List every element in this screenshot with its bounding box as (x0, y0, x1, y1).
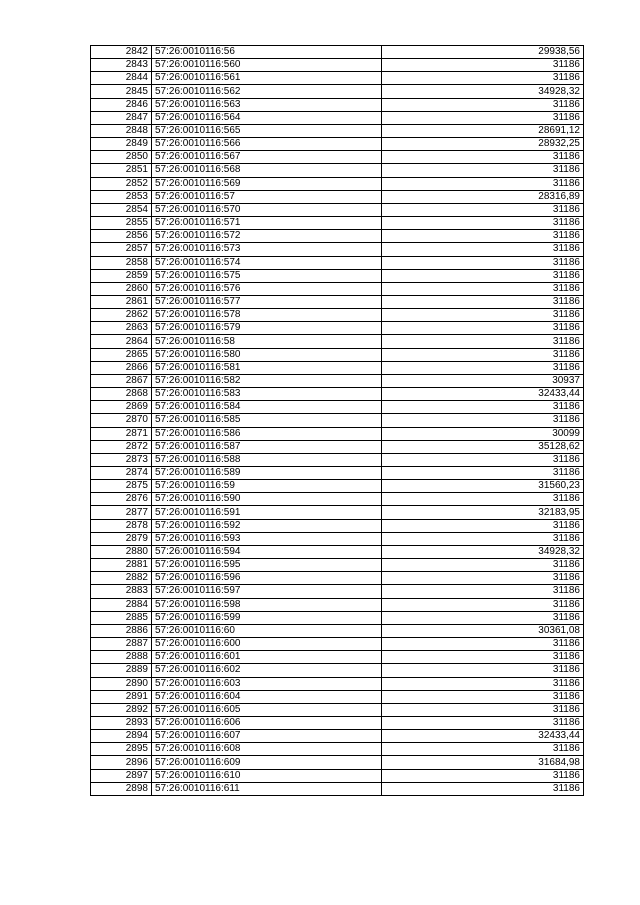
row-number-cell: 2874 (91, 467, 152, 480)
table-row (91, 98, 584, 111)
table-row (91, 756, 584, 769)
row-number-cell: 2870 (91, 414, 152, 427)
row-number-cell: 2846 (91, 98, 152, 111)
table-row (91, 295, 584, 308)
cadastral-value-cell: 31186 (382, 611, 584, 624)
cadastral-number-cell: 57:26:0010116:561 (152, 72, 382, 85)
row-number-cell: 2863 (91, 322, 152, 335)
table-row (91, 703, 584, 716)
row-number-cell: 2848 (91, 124, 152, 137)
cadastral-value-cell: 31186 (382, 716, 584, 729)
table-row (91, 164, 584, 177)
row-number-cell: 2857 (91, 243, 152, 256)
row-number-cell: 2867 (91, 374, 152, 387)
cadastral-value-cell: 31186 (382, 414, 584, 427)
table-row (91, 440, 584, 453)
row-number-cell: 2888 (91, 651, 152, 664)
cadastral-value-cell: 31186 (382, 598, 584, 611)
cadastral-number-cell: 57:26:0010116:58 (152, 335, 382, 348)
table-row (91, 782, 584, 795)
table-row (91, 769, 584, 782)
cadastral-value-cell: 31186 (382, 309, 584, 322)
cadastral-number-cell: 57:26:0010116:597 (152, 585, 382, 598)
cadastral-value-cell: 28691,12 (382, 124, 584, 137)
row-number-cell: 2894 (91, 730, 152, 743)
row-number-cell: 2890 (91, 677, 152, 690)
cadastral-value-cell: 31186 (382, 453, 584, 466)
row-number-cell: 2876 (91, 493, 152, 506)
table-row (91, 677, 584, 690)
table-row (91, 190, 584, 203)
table-row (91, 111, 584, 124)
table-row (91, 414, 584, 427)
cadastral-value-cell: 31186 (382, 585, 584, 598)
table-row (91, 690, 584, 703)
cadastral-number-cell: 57:26:0010116:56 (152, 46, 382, 59)
cadastral-value-cell: 30937 (382, 374, 584, 387)
cadastral-number-cell: 57:26:0010116:587 (152, 440, 382, 453)
cadastral-value-cell: 31186 (382, 230, 584, 243)
cadastral-value-cell: 32183,95 (382, 506, 584, 519)
table-row (91, 203, 584, 216)
cadastral-number-cell: 57:26:0010116:572 (152, 230, 382, 243)
table-row (91, 282, 584, 295)
cadastral-value-cell: 31560,23 (382, 480, 584, 493)
row-number-cell: 2853 (91, 190, 152, 203)
cadastral-value-cell: 31684,98 (382, 756, 584, 769)
cadastral-number-cell: 57:26:0010116:611 (152, 782, 382, 795)
cadastral-value-cell: 30361,08 (382, 624, 584, 637)
table-row (91, 322, 584, 335)
table-row (91, 217, 584, 230)
cadastral-value-cell: 31186 (382, 401, 584, 414)
cadastral-number-cell: 57:26:0010116:601 (152, 651, 382, 664)
cadastral-value-cell: 31186 (382, 177, 584, 190)
row-number-cell: 2859 (91, 269, 152, 282)
row-number-cell: 2879 (91, 532, 152, 545)
cadastral-number-cell: 57:26:0010116:59 (152, 480, 382, 493)
cadastral-number-cell: 57:26:0010116:590 (152, 493, 382, 506)
table-row (91, 467, 584, 480)
table-row (91, 401, 584, 414)
cadastral-number-cell: 57:26:0010116:585 (152, 414, 382, 427)
table-row (91, 651, 584, 664)
cadastral-number-cell: 57:26:0010116:571 (152, 217, 382, 230)
cadastral-number-cell: 57:26:0010116:60 (152, 624, 382, 637)
table-body (91, 46, 584, 796)
cadastral-number-cell: 57:26:0010116:582 (152, 374, 382, 387)
cadastral-number-cell: 57:26:0010116:592 (152, 519, 382, 532)
row-number-cell: 2851 (91, 164, 152, 177)
cadastral-value-cell: 31186 (382, 361, 584, 374)
cadastral-value-cell: 31186 (382, 677, 584, 690)
cadastral-value-cell: 31186 (382, 98, 584, 111)
row-number-cell: 2892 (91, 703, 152, 716)
table-row (91, 743, 584, 756)
table-row (91, 335, 584, 348)
table-row (91, 361, 584, 374)
cadastral-value-cell: 35128,62 (382, 440, 584, 453)
row-number-cell: 2850 (91, 151, 152, 164)
cadastral-number-cell: 57:26:0010116:588 (152, 453, 382, 466)
table-row (91, 572, 584, 585)
cadastral-value-cell: 31186 (382, 467, 584, 480)
cadastral-value-cell: 28316,89 (382, 190, 584, 203)
cadastral-number-cell: 57:26:0010116:589 (152, 467, 382, 480)
table-row (91, 85, 584, 98)
cadastral-number-cell: 57:26:0010116:568 (152, 164, 382, 177)
cadastral-number-cell: 57:26:0010116:610 (152, 769, 382, 782)
cadastral-number-cell: 57:26:0010116:565 (152, 124, 382, 137)
cadastral-number-cell: 57:26:0010116:594 (152, 545, 382, 558)
row-number-cell: 2865 (91, 348, 152, 361)
table-row (91, 585, 584, 598)
cadastral-number-cell: 57:26:0010116:578 (152, 309, 382, 322)
cadastral-number-cell: 57:26:0010116:574 (152, 256, 382, 269)
cadastral-number-cell: 57:26:0010116:602 (152, 664, 382, 677)
cadastral-number-cell: 57:26:0010116:607 (152, 730, 382, 743)
table-row (91, 506, 584, 519)
row-number-cell: 2893 (91, 716, 152, 729)
cadastral-number-cell: 57:26:0010116:569 (152, 177, 382, 190)
cadastral-number-cell: 57:26:0010116:598 (152, 598, 382, 611)
cadastral-number-cell: 57:26:0010116:581 (152, 361, 382, 374)
cadastral-number-cell: 57:26:0010116:605 (152, 703, 382, 716)
cadastral-value-cell: 34928,32 (382, 545, 584, 558)
table-row (91, 46, 584, 59)
cadastral-value-cell: 28932,25 (382, 138, 584, 151)
table-row (91, 453, 584, 466)
cadastral-value-table (90, 45, 584, 796)
cadastral-number-cell: 57:26:0010116:595 (152, 559, 382, 572)
cadastral-number-cell: 57:26:0010116:606 (152, 716, 382, 729)
cadastral-value-cell: 31186 (382, 164, 584, 177)
table-row (91, 559, 584, 572)
row-number-cell: 2877 (91, 506, 152, 519)
cadastral-number-cell: 57:26:0010116:583 (152, 388, 382, 401)
cadastral-value-cell: 31186 (382, 664, 584, 677)
table-row (91, 519, 584, 532)
row-number-cell: 2884 (91, 598, 152, 611)
row-number-cell: 2866 (91, 361, 152, 374)
cadastral-number-cell: 57:26:0010116:580 (152, 348, 382, 361)
row-number-cell: 2872 (91, 440, 152, 453)
row-number-cell: 2860 (91, 282, 152, 295)
cadastral-number-cell: 57:26:0010116:599 (152, 611, 382, 624)
row-number-cell: 2862 (91, 309, 152, 322)
cadastral-number-cell: 57:26:0010116:562 (152, 85, 382, 98)
table-row (91, 309, 584, 322)
cadastral-value-cell: 31186 (382, 322, 584, 335)
cadastral-value-cell: 31186 (382, 493, 584, 506)
cadastral-number-cell: 57:26:0010116:608 (152, 743, 382, 756)
row-number-cell: 2883 (91, 585, 152, 598)
row-number-cell: 2887 (91, 638, 152, 651)
table-row (91, 388, 584, 401)
table-row (91, 638, 584, 651)
cadastral-value-cell: 31186 (382, 72, 584, 85)
cadastral-number-cell: 57:26:0010116:600 (152, 638, 382, 651)
cadastral-number-cell: 57:26:0010116:604 (152, 690, 382, 703)
row-number-cell: 2868 (91, 388, 152, 401)
table-row (91, 598, 584, 611)
row-number-cell: 2871 (91, 427, 152, 440)
table-row (91, 532, 584, 545)
cadastral-value-cell: 31186 (382, 203, 584, 216)
row-number-cell: 2855 (91, 217, 152, 230)
table-row (91, 624, 584, 637)
table-row (91, 269, 584, 282)
row-number-cell: 2873 (91, 453, 152, 466)
cadastral-value-cell: 31186 (382, 59, 584, 72)
cadastral-value-cell: 31186 (382, 519, 584, 532)
cadastral-value-cell: 32433,44 (382, 730, 584, 743)
table-row (91, 730, 584, 743)
cadastral-value-cell: 29938,56 (382, 46, 584, 59)
row-number-cell: 2845 (91, 85, 152, 98)
row-number-cell: 2858 (91, 256, 152, 269)
cadastral-value-cell: 31186 (382, 651, 584, 664)
table-row (91, 664, 584, 677)
row-number-cell: 2882 (91, 572, 152, 585)
table-row (91, 348, 584, 361)
cadastral-value-cell: 31186 (382, 703, 584, 716)
table-row (91, 230, 584, 243)
cadastral-value-cell: 31186 (382, 335, 584, 348)
row-number-cell: 2875 (91, 480, 152, 493)
table-row (91, 243, 584, 256)
row-number-cell: 2849 (91, 138, 152, 151)
cadastral-value-cell: 31186 (382, 743, 584, 756)
cadastral-number-cell: 57:26:0010116:570 (152, 203, 382, 216)
table-row (91, 611, 584, 624)
cadastral-value-cell: 31186 (382, 217, 584, 230)
table-row (91, 545, 584, 558)
row-number-cell: 2852 (91, 177, 152, 190)
cadastral-number-cell: 57:26:0010116:596 (152, 572, 382, 585)
cadastral-number-cell: 57:26:0010116:579 (152, 322, 382, 335)
row-number-cell: 2861 (91, 295, 152, 308)
cadastral-value-cell: 31186 (382, 782, 584, 795)
cadastral-number-cell: 57:26:0010116:576 (152, 282, 382, 295)
row-number-cell: 2895 (91, 743, 152, 756)
cadastral-number-cell: 57:26:0010116:57 (152, 190, 382, 203)
table-row (91, 151, 584, 164)
cadastral-number-cell: 57:26:0010116:584 (152, 401, 382, 414)
cadastral-value-cell: 31186 (382, 295, 584, 308)
cadastral-number-cell: 57:26:0010116:564 (152, 111, 382, 124)
cadastral-value-cell: 31186 (382, 572, 584, 585)
row-number-cell: 2889 (91, 664, 152, 677)
row-number-cell: 2896 (91, 756, 152, 769)
row-number-cell: 2878 (91, 519, 152, 532)
cadastral-value-cell: 31186 (382, 243, 584, 256)
cadastral-number-cell: 57:26:0010116:577 (152, 295, 382, 308)
cadastral-value-cell: 31186 (382, 690, 584, 703)
cadastral-value-cell: 31186 (382, 256, 584, 269)
cadastral-value-cell: 31186 (382, 638, 584, 651)
row-number-cell: 2897 (91, 769, 152, 782)
table-row (91, 493, 584, 506)
cadastral-value-cell: 31186 (382, 111, 584, 124)
row-number-cell: 2885 (91, 611, 152, 624)
row-number-cell: 2886 (91, 624, 152, 637)
row-number-cell: 2898 (91, 782, 152, 795)
cadastral-value-cell: 31186 (382, 282, 584, 295)
table-row (91, 256, 584, 269)
table-row (91, 480, 584, 493)
cadastral-number-cell: 57:26:0010116:560 (152, 59, 382, 72)
cadastral-value-cell: 30099 (382, 427, 584, 440)
cadastral-value-cell: 31186 (382, 269, 584, 282)
table-row (91, 374, 584, 387)
row-number-cell: 2891 (91, 690, 152, 703)
row-number-cell: 2880 (91, 545, 152, 558)
cadastral-number-cell: 57:26:0010116:609 (152, 756, 382, 769)
row-number-cell: 2842 (91, 46, 152, 59)
cadastral-number-cell: 57:26:0010116:567 (152, 151, 382, 164)
cadastral-value-cell: 34928,32 (382, 85, 584, 98)
row-number-cell: 2864 (91, 335, 152, 348)
cadastral-value-cell: 31186 (382, 532, 584, 545)
cadastral-value-cell: 31186 (382, 151, 584, 164)
row-number-cell: 2844 (91, 72, 152, 85)
cadastral-value-cell: 31186 (382, 348, 584, 361)
cadastral-number-cell: 57:26:0010116:593 (152, 532, 382, 545)
cadastral-number-cell: 57:26:0010116:591 (152, 506, 382, 519)
cadastral-number-cell: 57:26:0010116:603 (152, 677, 382, 690)
row-number-cell: 2881 (91, 559, 152, 572)
table-row (91, 59, 584, 72)
cadastral-number-cell: 57:26:0010116:566 (152, 138, 382, 151)
table-row (91, 124, 584, 137)
cadastral-value-cell: 32433,44 (382, 388, 584, 401)
cadastral-number-cell: 57:26:0010116:586 (152, 427, 382, 440)
table-row (91, 177, 584, 190)
row-number-cell: 2854 (91, 203, 152, 216)
row-number-cell: 2847 (91, 111, 152, 124)
row-number-cell: 2843 (91, 59, 152, 72)
table-row (91, 72, 584, 85)
cadastral-number-cell: 57:26:0010116:563 (152, 98, 382, 111)
table-row (91, 138, 584, 151)
row-number-cell: 2856 (91, 230, 152, 243)
cadastral-value-cell: 31186 (382, 559, 584, 572)
row-number-cell: 2869 (91, 401, 152, 414)
table-row (91, 716, 584, 729)
cadastral-number-cell: 57:26:0010116:575 (152, 269, 382, 282)
cadastral-value-cell: 31186 (382, 769, 584, 782)
cadastral-number-cell: 57:26:0010116:573 (152, 243, 382, 256)
table-row (91, 427, 584, 440)
